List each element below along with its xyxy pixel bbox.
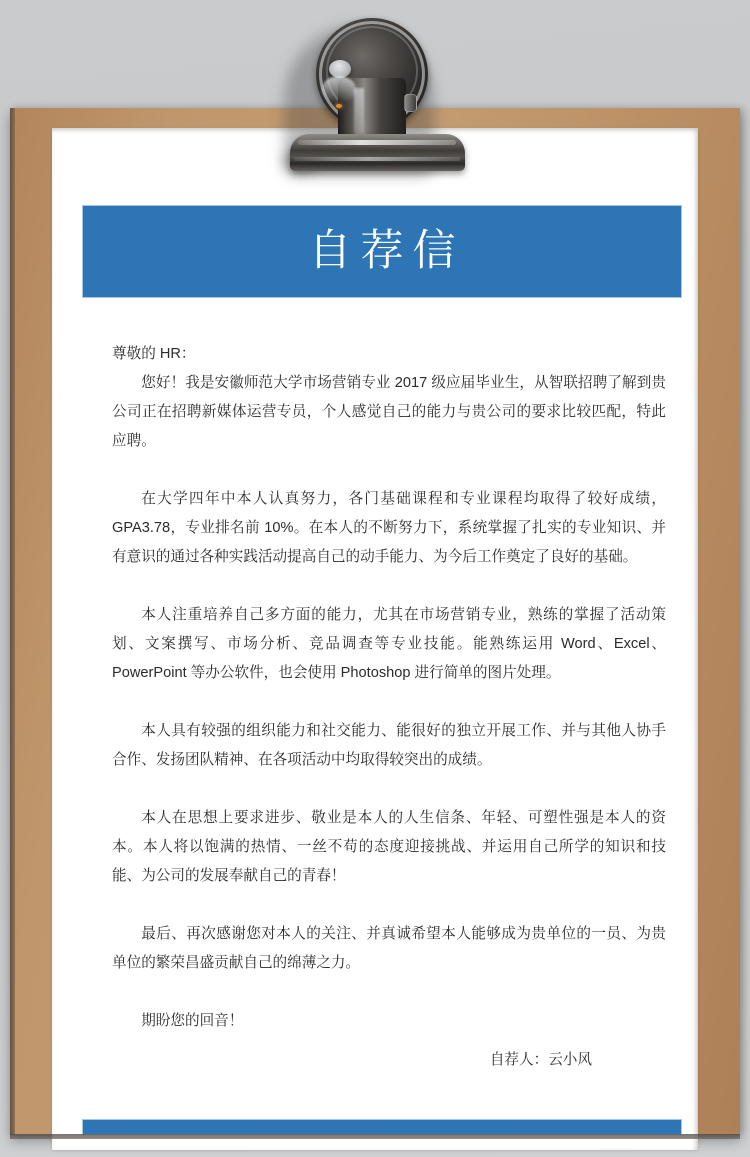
paragraph-6: 最后、再次感谢您对本人的关注、并真诚希望本人能够成为贵单位的一员、为贵单位的繁荣昌盛贡献自己的绵薄之力。 [112,926,666,971]
letter-body [112,340,666,1036]
bottom-accent-bar [82,1119,682,1135]
paragraph-spacer [112,978,666,1007]
binder-clip-icon [282,18,472,173]
binder-clip-head-glint [336,104,342,108]
paragraph-spacer [112,456,666,485]
binder-clip-bar-highlight-top [298,140,456,145]
paragraph-4: 本人具有较强的组织能力和社交能力、能很好的独立开展工作、并与其他人协手合作、发扬团队精神、在各项活动中均取得较突出的成绩。 [112,723,666,768]
paragraph-2: 在大学四年中本人认真努力，各门基础课程和专业课程均取得了较好成绩，GPA3.78，专业排名前 10%。在本人的不断努力下，系统掌握了扎实的专业知识、并有意识的通过各种实践活动提高自己的动手能力、为今后工作奠定了良好的基础。 [112,491,666,565]
signature-line: 自荐人：云小风 [489,1052,592,1068]
page-title: 自荐信 [308,227,465,275]
title-banner [82,205,682,298]
binder-clip-bar-highlight-bottom [294,157,460,161]
paragraph-spacer [112,775,666,804]
paragraph-5: 本人在思想上要求进步、敬业是本人的人生信条、年轻、可塑性强是本人的资本。本人将以饱满的热情、一丝不苟的态度迎接挑战、并运用自己所学的知识和技能、为公司的发展奉献自己的青春！ [112,810,666,884]
paragraph-1: 您好！我是安徽师范大学市场营销专业 2017 级应届毕业生，从智联招聘了解到贵公司正在招聘新媒体运营专员，个人感觉自己的能力与贵公司的要求比较匹配，特此应聘。 [112,375,666,449]
salutation: 尊敬的 HR： [112,346,196,362]
closing-line: 期盼您的回音！ [141,1013,244,1029]
paragraph-spacer [112,688,666,717]
paragraph-spacer [112,572,666,601]
binder-clip-handle [404,94,417,112]
clipboard-board [10,108,740,1135]
paragraph-spacer [112,891,666,920]
binder-clip-head-highlight [322,76,356,102]
clipboard-edge [10,108,15,1135]
letter-paper [52,128,698,1150]
paragraph-3: 本人注重培养自己多方面的能力，尤其在市场营销专业，熟练的掌握了活动策划、文案撰写、市场分析、竞品调查等专业技能。能熟练运用 Word、Excel、PowerPoint 等办公软件，也会使用 Photoshop 进行简单的图片处理。 [112,607,666,681]
